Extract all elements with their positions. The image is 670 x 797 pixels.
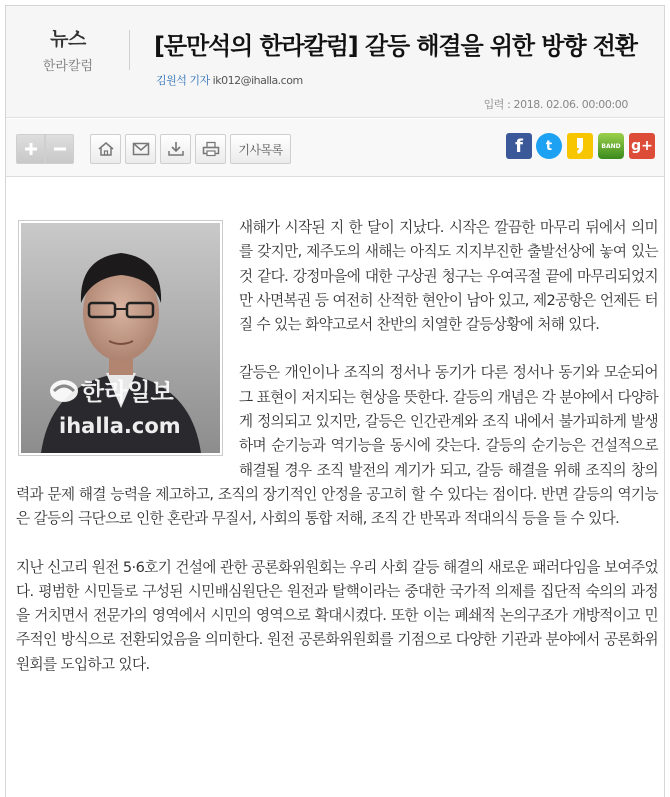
google-plus-icon: g+ — [631, 138, 653, 154]
twitter-icon: t — [545, 138, 553, 154]
download-icon — [167, 141, 185, 157]
download-button[interactable] — [160, 134, 191, 164]
kakaostory-share-button[interactable] — [567, 133, 593, 159]
logo-text: 한라일보 — [81, 378, 174, 406]
twitter-share-button[interactable] — [536, 133, 562, 159]
logo-domain: ihalla.com — [59, 414, 181, 438]
zoom-in-button[interactable] — [16, 134, 45, 164]
print-button[interactable] — [195, 134, 226, 164]
story-icon — [574, 137, 586, 155]
section-label — [18, 24, 118, 74]
article-paragraph: 지난 신고리 원전 5·6호기 건설에 관한 공론화위원회는 우리 사회 갈등 해결의 새로운 패러다임을 보여주었다. 평범한 시민들로 구성된 시민배심원단은 원전과 탈핵이라는 중대한 국가적 의제를 집단적 숙의의 과정을 거치면서 전문가의 영역에서 시민의 영역으로 확대시켰다. 또한 이는 폐쇄적 논의구조가 개방적이고 민주적인 방식으로 전환되었음을 의미한다. 원전 공론화위원회를 기점으로 다양한 기관과 분야에서 공론화위원회를 도입하고 있다. — [16, 558, 658, 673]
article-list-button[interactable]: 기사목록 — [230, 134, 291, 164]
facebook-share-button[interactable] — [506, 133, 532, 159]
printer-icon — [202, 141, 220, 157]
writer-email[interactable]: ik012@ihalla.com — [212, 74, 303, 87]
email-button[interactable] — [125, 134, 156, 164]
google-plus-share-button[interactable] — [629, 133, 655, 159]
home-button[interactable] — [90, 134, 121, 164]
section-name[interactable]: 뉴스 — [50, 28, 86, 50]
article-header — [6, 6, 664, 118]
article-paragraph: 새해가 시작된 지 한 달이 지났다. 시작은 깔끔한 마무리 뒤에서 의미를 갖지만, 제주도의 새해는 아직도 지지부진한 출발선상에 놓여 있는 것 같다. 강정마을에 대한 구상권 청구는 우여곡절 끝에 마무리되었지만 사면복권 등 여전히 산적한 현안이 남아 있고, 제2공항은 언제든 터질 수 있는 화약고로서 찬반의 치열한 갈등상황에 처해 있다. — [239, 219, 658, 334]
facebook-icon: f — [515, 135, 523, 157]
minus-icon — [53, 142, 67, 156]
plus-icon — [24, 142, 38, 156]
article-title: [문만석의 한라칼럼] 갈등 해결을 위한 방향 전환 — [154, 32, 637, 60]
article-toolbar — [6, 119, 664, 177]
article-paragraph: 갈등은 개인이나 조직의 정서나 동기가 다른 정서나 동기와 모순되어 그 표현이 저지되는 현상을 뜻한다. 갈등의 개념은 각 분야에서 다양하게 정의되고 있지만, 갈등은 인간관계와 조직 내에서 불가피하게 발생하며 순기능과 역기능을 동시에 갖는다. 갈등의 순기능은 건설적으로 해결될 경우 조직 발전의 계기가 되고, 갈등 해결을 위해 조직의 창의력과 문제 해결 능력을 제고하고, 조직의 장기적인 안정을 공고히 할 수 있다는 점이다. 반면 갈등의 역기능은 갈등의 극단으로 인한 혼란과 무질서, 사회의 통합 저해, 조직 간 반목과 적대의식 등을 들 수 있다. — [16, 364, 658, 528]
zoom-out-button[interactable] — [45, 134, 74, 164]
article-frame — [5, 5, 665, 797]
portrait-image — [21, 223, 220, 453]
band-share-button[interactable] — [598, 133, 624, 159]
header-divider — [129, 30, 130, 70]
writer-name[interactable]: 김원석 기자 — [156, 74, 210, 87]
byline — [156, 72, 303, 88]
published-date: 입력 : 2018. 02.06. 00:00:00 — [483, 98, 628, 111]
home-icon — [97, 141, 115, 157]
subsection-name[interactable]: 한라칼럼 — [42, 59, 94, 74]
band-icon: BAND — [601, 142, 621, 150]
article-body — [16, 216, 658, 701]
envelope-icon — [132, 142, 150, 156]
author-photo — [18, 220, 223, 456]
